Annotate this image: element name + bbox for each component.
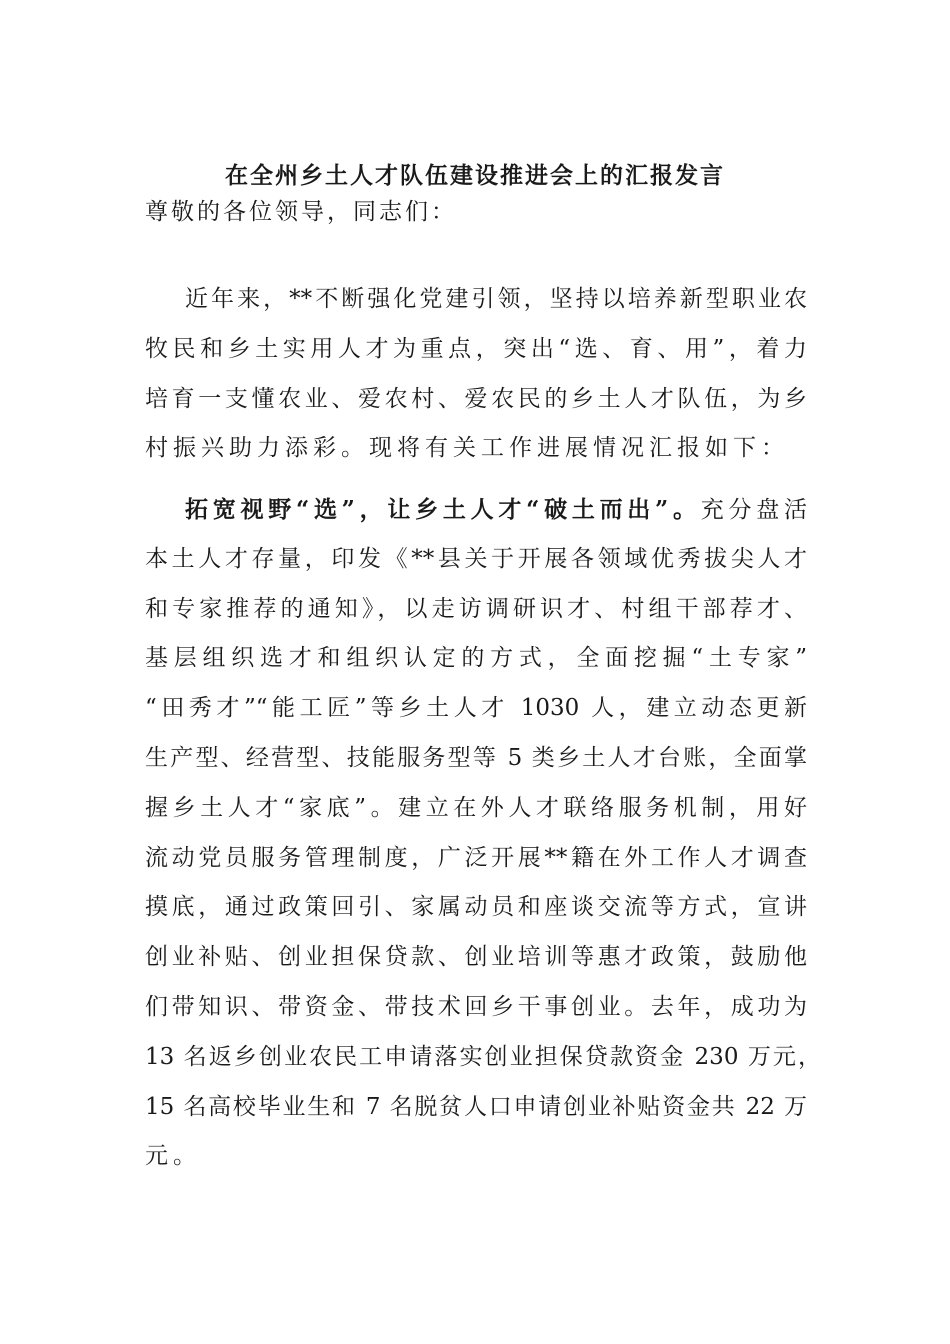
text-line: 15 名高校毕业生和 7 名脱贫人口申请创业补贴资金共 22 万 xyxy=(145,1093,807,1120)
text-line: 元。 xyxy=(145,1143,201,1170)
text-line: 创业补贴、创业担保贷款、创业培训等惠才政策，鼓励他 xyxy=(145,944,807,971)
text-line: 生产型、经营型、技能服务型等 5 类乡土人才台账，全面掌 xyxy=(145,744,807,771)
greeting: 尊敬的各位领导，同志们： xyxy=(145,199,457,225)
text-line: 们带知识、带资金、带技术回乡干事创业。去年，成功为 xyxy=(145,993,807,1020)
text-line: 牧民和乡土实用人才为重点，突出“选、育、用”，着力 xyxy=(145,335,807,362)
text-line: 13 名返乡创业农民工申请落实创业担保贷款资金 230 万元， xyxy=(145,1043,821,1070)
text-line: 近年来，**不断强化党建引领，坚持以培养新型职业农 xyxy=(185,286,807,312)
text-line: 和专家推荐的通知》，以走访调研识才、村组干部荐才、 xyxy=(145,595,807,622)
text-line: 本土人才存量，印发《**县关于开展各领域优秀拔尖人才 xyxy=(145,545,807,572)
section-heading: 拓宽视野“选”，让乡土人才“破土而出”。 xyxy=(185,496,701,523)
text-line: 摸底，通过政策回引、家属动员和座谈交流等方式，宣讲 xyxy=(145,894,807,921)
text-line xyxy=(145,485,807,535)
paragraph-intro xyxy=(145,275,807,474)
text-line: 培育一支懂农业、爱农村、爱农民的乡土人才队伍，为乡 xyxy=(145,385,807,412)
text-line: 村振兴助力添彩。现将有关工作进展情况汇报如下： xyxy=(145,435,789,462)
text-line: “田秀才”“能工匠”等乡土人才 1030 人，建立动态更新 xyxy=(145,695,807,722)
paragraph-selection xyxy=(145,485,821,1182)
text-span: 充分盘活 xyxy=(700,497,808,523)
text-line: 流动党员服务管理制度，广泛开展**籍在外工作人才调查 xyxy=(145,844,807,871)
document-title: 在全州乡土人才队伍建设推进会上的汇报发言 xyxy=(225,162,725,189)
text-line: 握乡土人才“家底”。建立在外人才联络服务机制，用好 xyxy=(145,794,807,821)
text-line: 基层组织选才和组织认定的方式，全面挖掘“土专家” xyxy=(145,645,807,672)
